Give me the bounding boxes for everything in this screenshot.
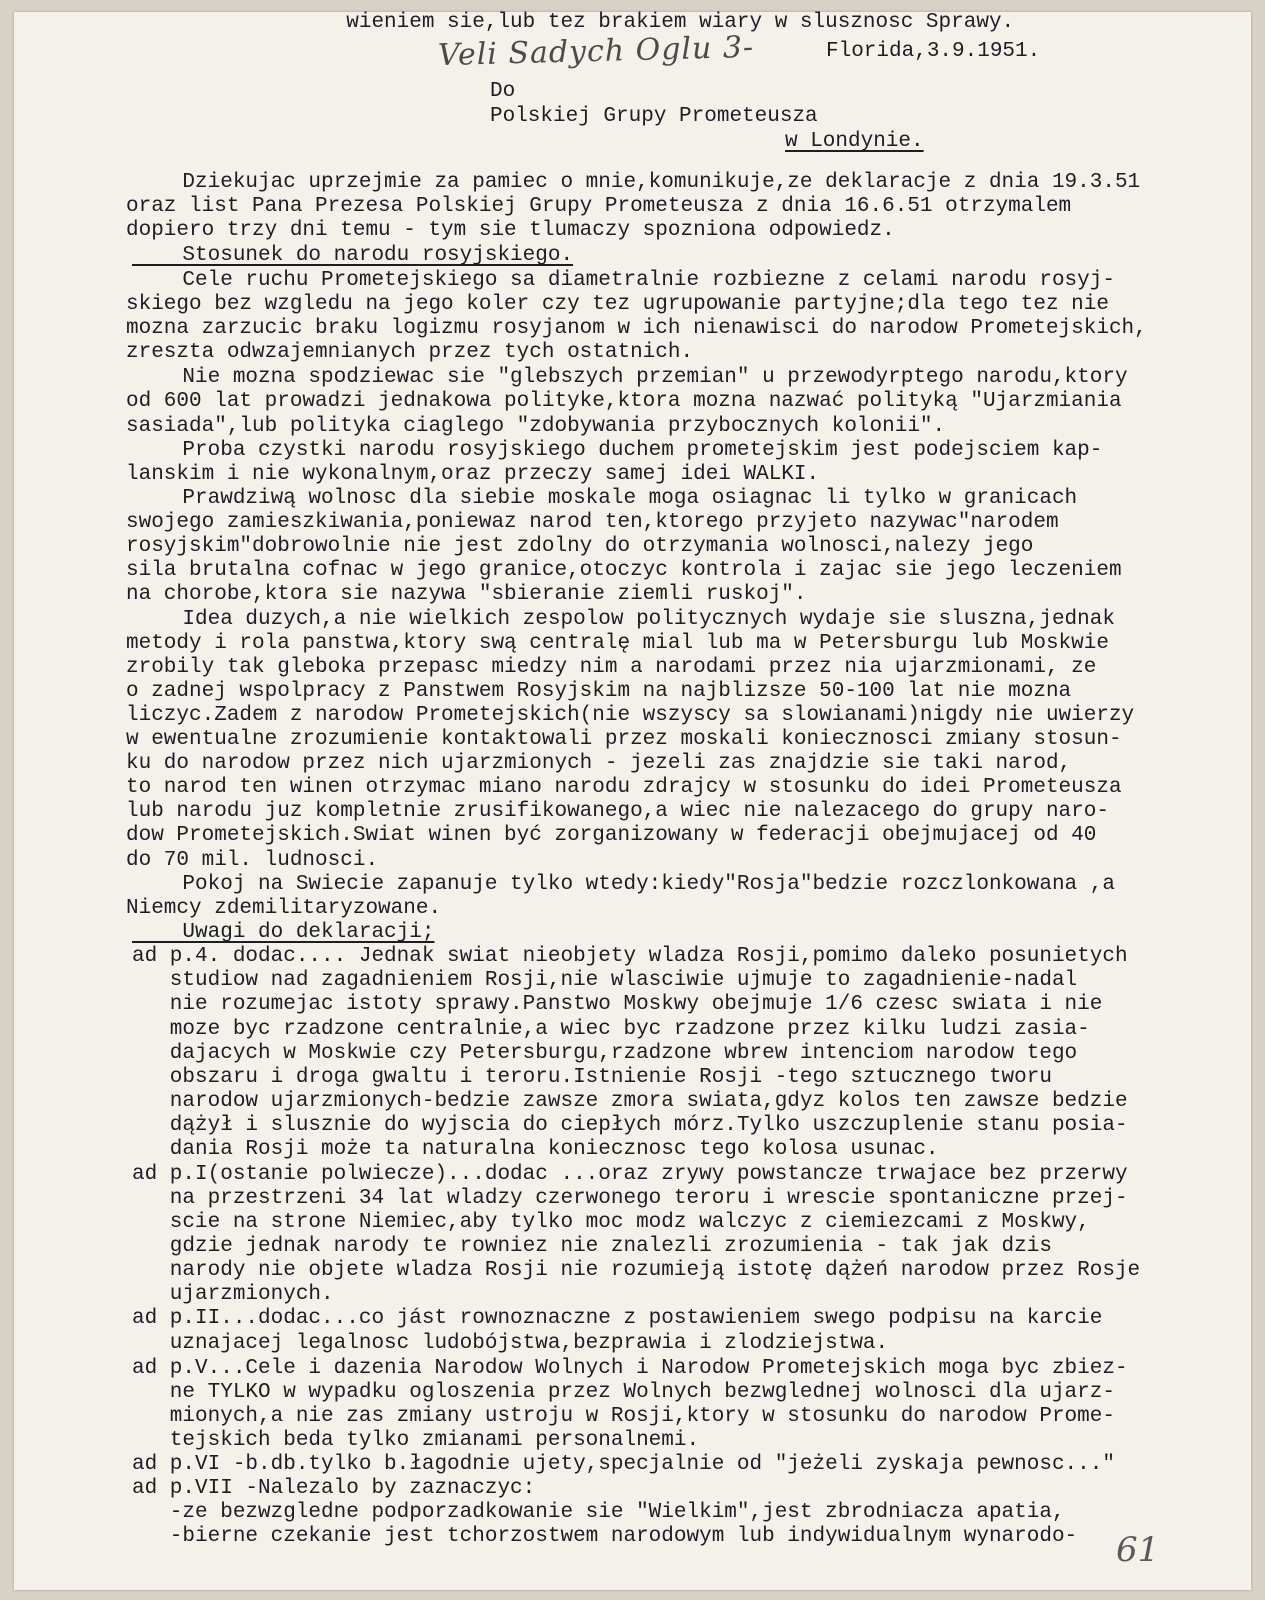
- text-line: Idea duzych,a nie wielkich zespolow politycznych wydaje sie sluszna,jednak: [132, 608, 1115, 631]
- text-line: tejskich beda tylko zmianami personalnemi.: [132, 1429, 700, 1452]
- text-line: Proba czystki narodu rosyjskiego duchem prometejskim jest podejsciem kap-: [132, 439, 1103, 462]
- text-line: dajacych w Moskwie czy Petersburgu,rzadzone wbrew intenciom narodow tego: [132, 1042, 1078, 1065]
- text-line: Prawdziwą wolnosc dla siebie moskale moga osiagnac li tylko w granicach: [132, 487, 1078, 510]
- text-line: ad p.II...dodac...co jást rownoznaczne z postawieniem swego podpisu na karcie: [132, 1307, 1103, 1330]
- text-line: narodow ujarzmionych-bedzie zawsze zmora swiata,gdyz kolos ten zawsze bedzie: [132, 1090, 1128, 1113]
- text-line: scie na strone Niemiec,aby tylko moc modz walczyc z ciemiezcami z Moskwy,: [132, 1211, 1090, 1234]
- text-line: studiow nad zagadnieniem Rosji,nie wlasciwie ujmuje to zagadnienie-nadal: [132, 969, 1078, 992]
- text-line: metody i rola panstwa,ktory swą centralę mial lub ma w Petersburgu lub Moskwie: [126, 632, 1109, 655]
- text-line: Nie mozna spodziewac sie "glebszych przemian" u przewodyrptego narodu,ktory: [132, 366, 1128, 389]
- text-line: Dziekujac uprzejmie za pamiec o mnie,komunikuje,ze deklaracje z dnia 19.3.51: [132, 171, 1141, 194]
- text-line: Niemcy zdemilitaryzowane.: [126, 897, 442, 920]
- text-line: na przestrzeni 34 lat wladzy czerwonego teroru i wrescie spontaniczne przej-: [132, 1187, 1128, 1210]
- handwritten-heading: Veli Sadych Oglu 3-: [437, 29, 755, 74]
- text-line: ad p.V...Cele i dazenia Narodow Wolnych i Narodow Prometejskich moga byc zbiez-: [132, 1357, 1128, 1380]
- text-line: o zadnej wspolpracy z Panstwem Rosyjskim na najblizsze 50-100 lat nie mozna: [126, 680, 1072, 703]
- addressee-do: Do: [490, 80, 516, 103]
- text-line: wieniem sie,lub tez brakiem wiary w slusznosc Sprawy.: [132, 11, 1015, 34]
- letter-page: [14, 12, 1251, 1590]
- text-line: ad p.VII -Nalezalo by zaznaczyc:: [132, 1477, 536, 1500]
- letter-date: Florida,3.9.1951.: [826, 40, 1041, 63]
- text-line: dopiero trzy dni temu - tym sie tlumaczy spozniona odpowiedz.: [126, 219, 895, 242]
- text-line: dow Prometejskich.Swiat winen być zorganizowany w federacji obejmujacej od 40: [126, 824, 1097, 847]
- text-line: Uwagi do deklaracji;: [132, 921, 435, 944]
- text-line: obszaru i droga gwaltu i teroru.Istnienie Rosji -tego sztucznego tworu: [132, 1066, 1052, 1089]
- text-line: ad p.I(ostanie polwiecze)...dodac ...oraz zrywy powstancze trwajace bez przerwy: [132, 1163, 1128, 1186]
- text-line: ku do narodow przez nich ujarzmionych - jezeli zas znajdzie sie taki narod,: [126, 752, 1072, 775]
- text-line: mozna zarzucic braku logizmu rosyjanom w ich nienawisci do narodow Prometejskich,: [126, 317, 1147, 340]
- text-line: na chorobe,ktora sie nazywa "sbieranie ziemli ruskoj".: [126, 583, 807, 606]
- text-line: w ewentualne zrozumienie kontaktowali przez moskali koniecznosci zmiany stosun-: [126, 728, 1122, 751]
- text-line: Pokoj na Swiecie zapanuje tylko wtedy:kiedy"Rosja"bedzie rozczlonkowana ,a: [132, 873, 1115, 896]
- addressee-city: w Londynie.: [785, 130, 924, 153]
- text-line: dążył i slusznie do wyjscia do ciepłych mórz.Tylko uszczuplenie stanu posia-: [132, 1114, 1128, 1137]
- text-line: to narod ten winen otrzymac miano narodu zdrajcy w stosunku do idei Prometeusza: [126, 776, 1122, 799]
- text-line: uznajacej legalnosc ludobójstwa,bezprawia i zlodziejstwa.: [132, 1332, 889, 1355]
- text-line: zreszta odwzajemnianych przez tych ostatnich.: [126, 341, 694, 364]
- text-line: lub narodu juz kompletnie zrusifikowanego,a wiec nie nalezacego do grupy naro-: [126, 800, 1109, 823]
- text-line: sila brutalna cofnac w jego granice,otoczyc kontrola i zajac sie jego leczeniem: [126, 559, 1122, 582]
- text-line: ad p.4. dodac.... Jednak swiat nieobjety wladza Rosji,pomimo daleko posunietych: [132, 945, 1128, 968]
- text-line: -bierne czekanie jest tchorzostwem narodowym lub indywidualnym wynarodo-: [132, 1525, 1078, 1548]
- text-line: Cele ruchu Prometejskiego sa diametralnie rozbiezne z celami narodu rosyj-: [132, 269, 1115, 292]
- text-line: nie rozumejac istoty sprawy.Panstwo Moskwy obejmuje 1/6 czesc swiata i nie: [132, 993, 1103, 1016]
- text-line: moze byc rzadzone centralnie,a wiec byc rzadzone przez kilku ludzi zasia-: [132, 1018, 1090, 1041]
- text-line: liczyc.Zadem z narodow Prometejskich(nie wszyscy sa slowianami)nigdy nie uwierzy: [126, 704, 1135, 727]
- text-line: sasiada",lub polityka ciaglego "zdobywania przybocznych kolonii".: [126, 415, 946, 438]
- text-line: rosyjskim"dobrowolnie nie jest zdolny do otrzymania wolnosci,nalezy jego: [126, 535, 1034, 558]
- text-line: narody nie objete wladza Rosji nie rozumieją istotę dążeń narodow przez Rosje: [132, 1259, 1141, 1282]
- text-line: ujarzmionych.: [132, 1283, 334, 1306]
- text-line: ne TYLKO w wypadku ogloszenia przez Wolnych bezwglednej wolnosci dla ujarz-: [132, 1381, 1115, 1404]
- addressee-group: Polskiej Grupy Prometeusza: [490, 105, 818, 128]
- text-line: swojego zamieszkiwania,poniewaz narod ten,ktorego przyjeto nazywac"narodem: [126, 511, 1059, 534]
- text-line: skiego bez wzgledu na jego koler czy tez ugrupowanie partyjne;dla tego tez nie: [126, 293, 1109, 316]
- text-line: mionych,a nie zas zmiany ustroju w Rosji,ktory w stosunku do narodow Prome-: [132, 1405, 1115, 1428]
- text-line: Stosunek do narodu rosyjskiego.: [132, 244, 574, 267]
- text-line: lanskim i nie wykonalnym,oraz przeczy samej idei WALKI.: [126, 463, 820, 486]
- text-line: zrobily tak gleboka przepasc miedzy nim a narodami przez nia ujarzmionami, ze: [126, 656, 1097, 679]
- text-line: od 600 lat prowadzi jednakowa polityke,ktora mozna nazwać polityką "Ujarzmiania: [126, 390, 1122, 413]
- text-line: gdzie jednak narody te rowniez nie znalezli zrozumienia - tak jak dzis: [132, 1235, 1052, 1258]
- text-line: do 70 mil. ludnosci.: [126, 849, 379, 872]
- text-line: ad p.VI -b.db.tylko b.łagodnie ujety,specjalnie od "jeżeli zyskaja pewnosc...": [132, 1453, 1115, 1476]
- text-line: dania Rosji może ta naturalna koniecznosc tego kolosa usunac.: [132, 1138, 939, 1161]
- page-number: 61: [1116, 1530, 1160, 1570]
- text-line: -ze bezwzgledne podporzadkowanie sie "Wielkim",jest zbrodniacza apatia,: [132, 1501, 1065, 1524]
- text-line: oraz list Pana Prezesa Polskiej Grupy Prometeusza z dnia 16.6.51 otrzymalem: [126, 195, 1072, 218]
